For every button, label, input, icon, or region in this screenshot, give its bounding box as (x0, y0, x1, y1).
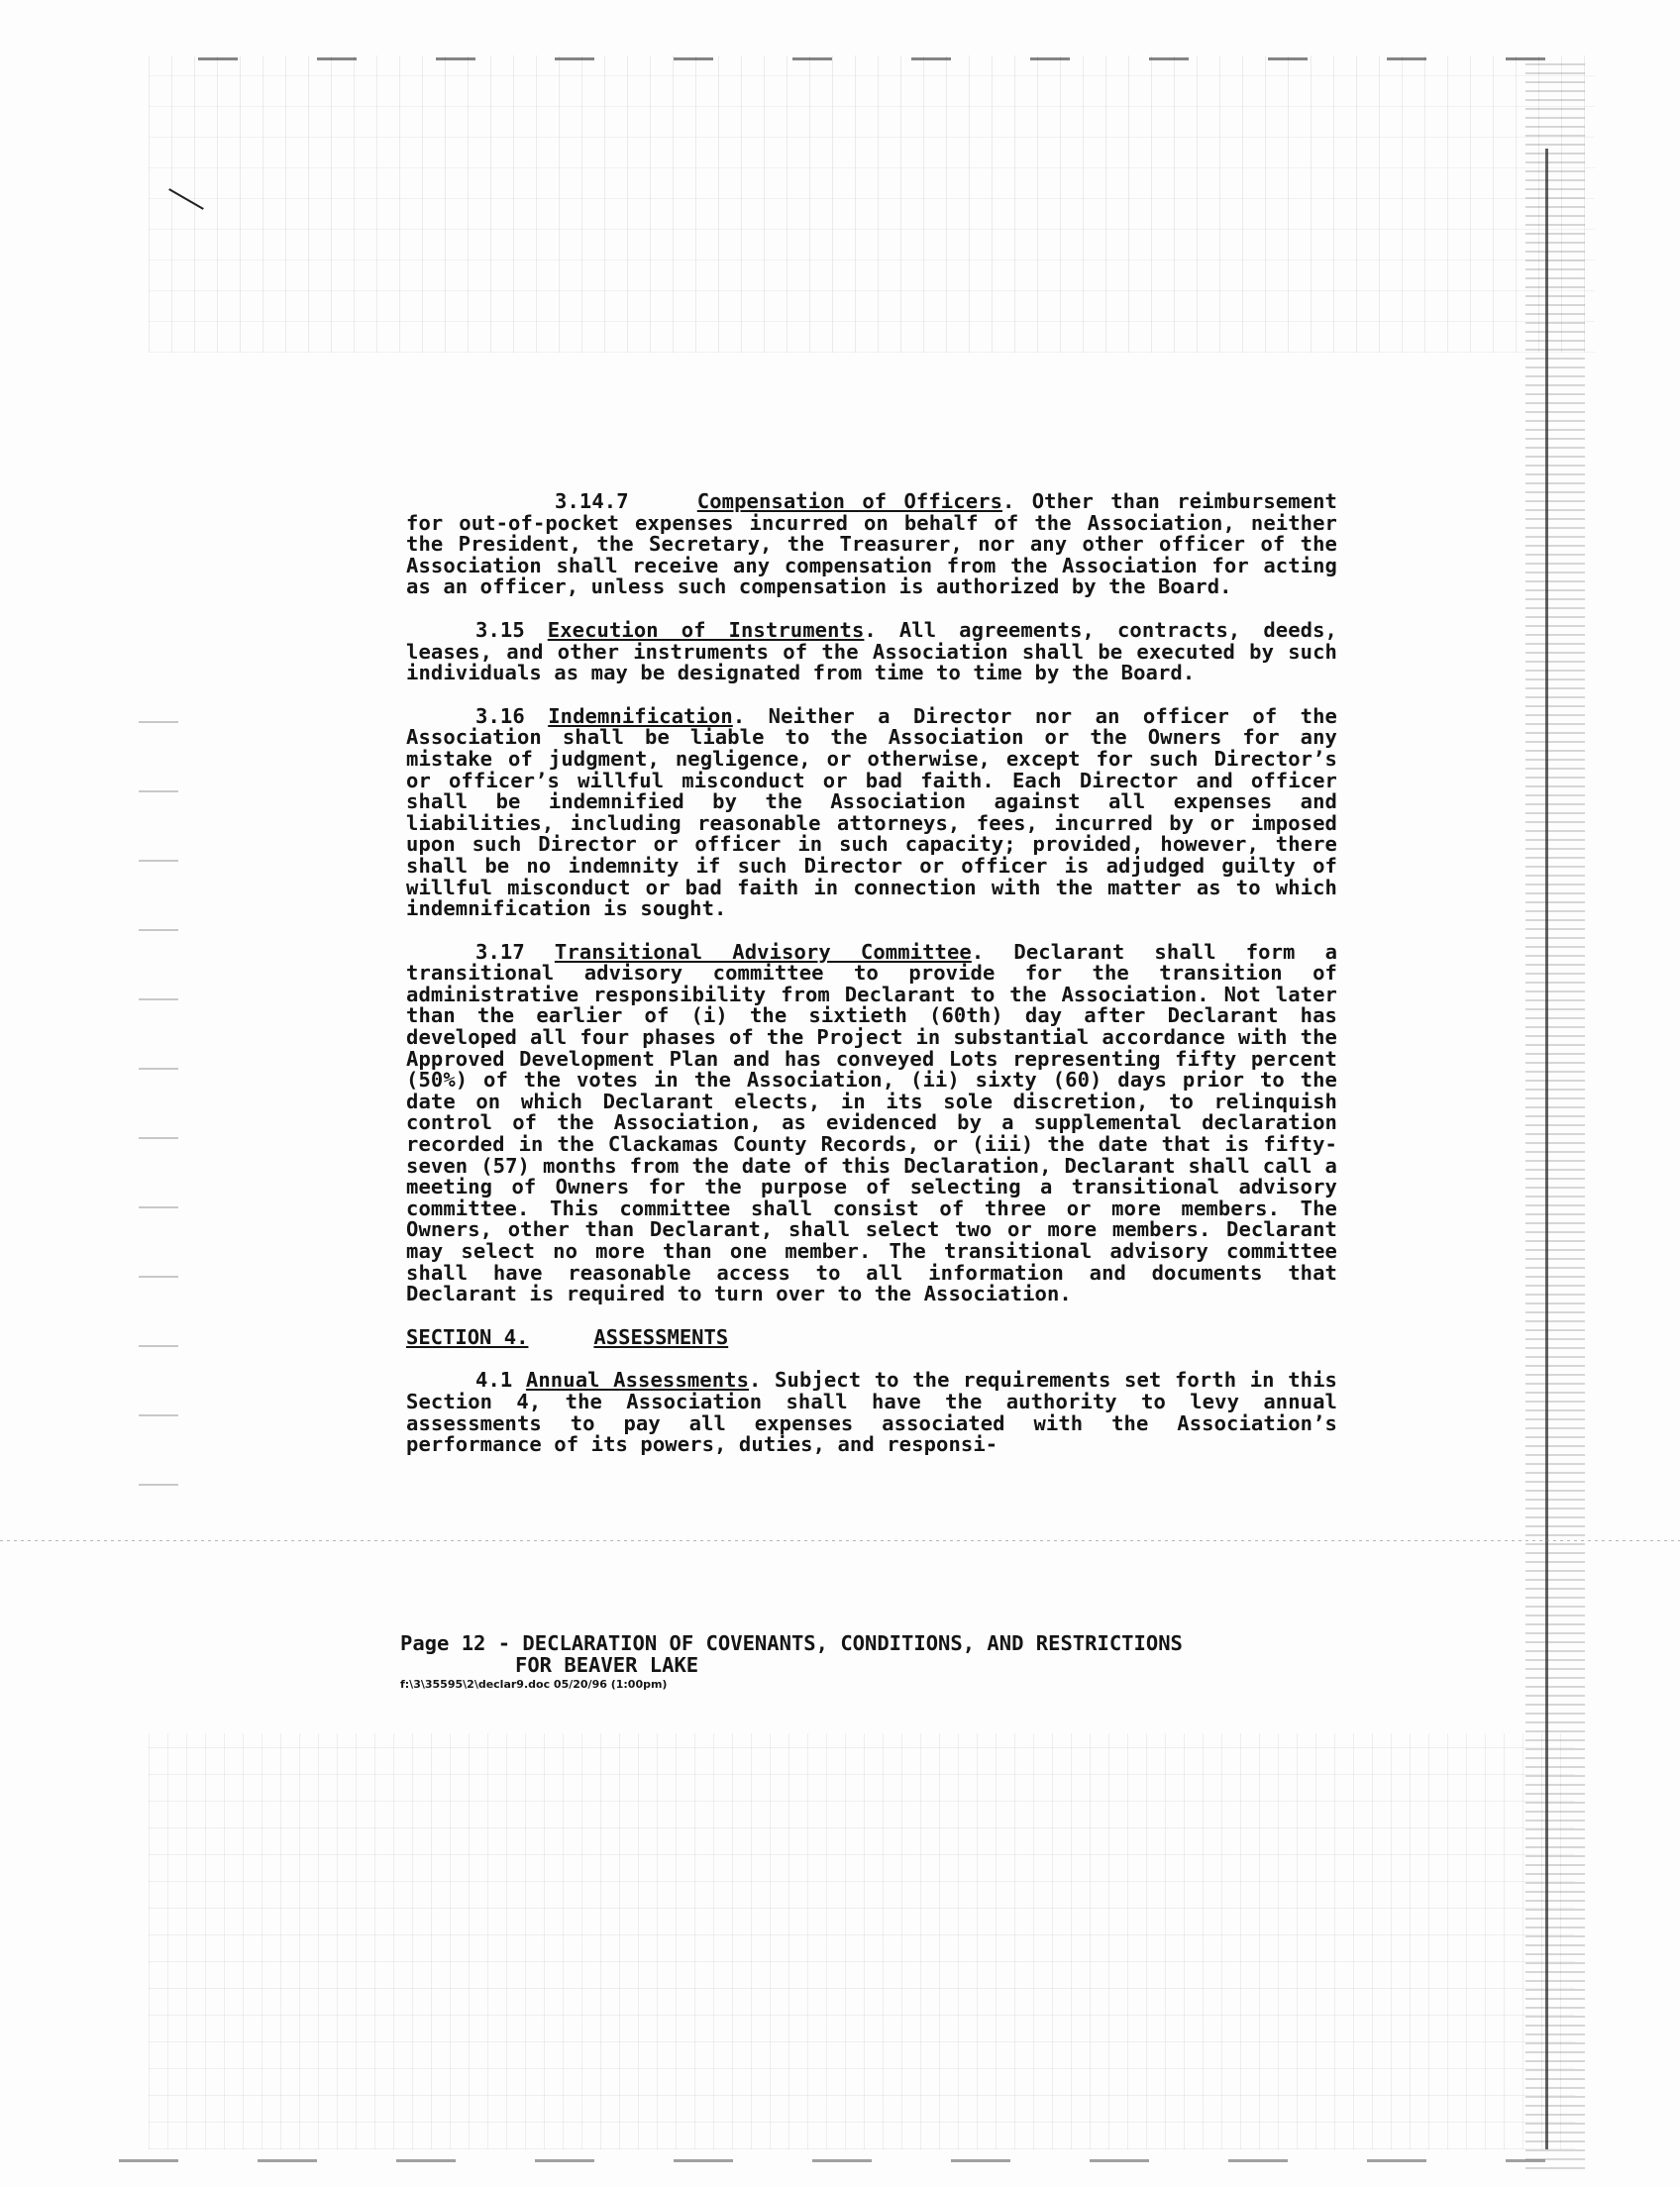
scan-noise-bottom-line (119, 2159, 1545, 2162)
paragraph-heading: Transitional Advisory Committee (554, 939, 972, 964)
paragraph-number: 3.14.7 (555, 489, 629, 513)
document-body (406, 491, 1337, 1478)
scan-dotted-line (0, 1540, 1680, 1541)
paragraph-3-15 (406, 617, 1337, 685)
scan-noise-top (149, 55, 1595, 353)
paragraph-number: 4.1 (475, 1368, 513, 1393)
paragraph-4-1 (406, 1370, 1337, 1455)
paragraph-number: 3.16 (475, 703, 525, 728)
scan-marks-left (139, 693, 178, 1486)
paragraph-heading: Indemnification (548, 703, 733, 728)
paragraph-body: . Other than reimbursement for out-of-pocket expenses incurred on behalf of the Association, neither the President, the Secretary, the Treasurer, nor any other officer of the Association shall receive any compensation from the Association for acting as an officer, unless such compensation is authorized by the Board. (406, 489, 1337, 599)
paragraph-number: 3.15 (475, 617, 525, 642)
section-4-heading (406, 1324, 1337, 1349)
paragraph-number: 3.17 (475, 939, 525, 964)
scan-noise-top-line (198, 57, 1585, 60)
paragraph-heading: Execution of Instruments (547, 617, 865, 642)
paragraph-3-14-7 (406, 491, 1337, 598)
paragraph-body: . Subject to the requirements set forth in this Section 4, the Association shall have the authority to levy annual assessments to pay all expenses associated with the Association’s performance of its powers, duties, and responsi- (406, 1368, 1337, 1457)
paragraph-heading: Compensation of Officers (696, 489, 1003, 513)
footer-file-reference: f:\3\35595\2\declar9.doc 05/20/96 (1:00pm) (400, 1678, 668, 1691)
page-footer (400, 1632, 1351, 1692)
footer-title-line-1: Page 12 - DECLARATION OF COVENANTS, CONDITIONS, AND RESTRICTIONS (400, 1631, 1183, 1655)
scan-noise-bottom (149, 1733, 1575, 2149)
section-label: SECTION 4. (406, 1324, 529, 1349)
footer-title-line-2: FOR BEAVER LAKE (515, 1653, 699, 1677)
paragraph-3-17 (406, 939, 1338, 1306)
paragraph-3-16 (406, 703, 1337, 921)
paragraph-heading: Annual Assessments (525, 1368, 750, 1393)
section-title: ASSESSMENTS (593, 1324, 729, 1349)
paragraph-body: . Declarant shall form a transitional advisory committee to provide for the transition of administrative responsibility from Declarant to the Association. Not later than the earlier of (i) the sixtieth (60th) day after Declarant has developed all four phases of the Project in substantial accordance with the Approved Development Plan and has conveyed Lots representing fifty percent (50%) of the votes in the Association, (ii) sixty (60) days prior to the date on which Declarant elects, in its sole discretion, to relinquish control of the Association, as evidenced by a supplemental declaration recorded in the Clackamas County Records, or (iii) the date that is fifty-seven (57) months from the date of this Declaration, Declarant shall call a meeting of Owners for the purpose of selecting a transitional advisory committee. This committee shall consist of three or more members. The Owners, other than Declarant, shall select two or more members. Declarant may select no more than one member. The transitional advisory committee shall have reasonable access to all information and documents that Declarant is required to turn over to the Association. (406, 939, 1338, 1306)
paragraph-body: . Neither a Director nor an officer of the Association shall be liable to the Association or the Owners for any mistake of judgment, negligence, or otherwise, except for such Director’s or officer’s willful misconduct or bad faith. Each Director and officer shall be indemnified by the Association against all expenses and liabilities, including reasonable attorneys, fees, incurred by or imposed upon such Director or officer in such capacity; provided, however, there shall be no indemnity if such Director or officer is adjudged guilty of willful misconduct or bad faith in connection with the matter as to which indemnification is sought. (406, 703, 1337, 921)
paragraph-body: . All agreements, contracts, deeds, leases, and other instruments of the Association shall be executed by such individuals as may be designated from time to time by the Board. (406, 617, 1337, 685)
